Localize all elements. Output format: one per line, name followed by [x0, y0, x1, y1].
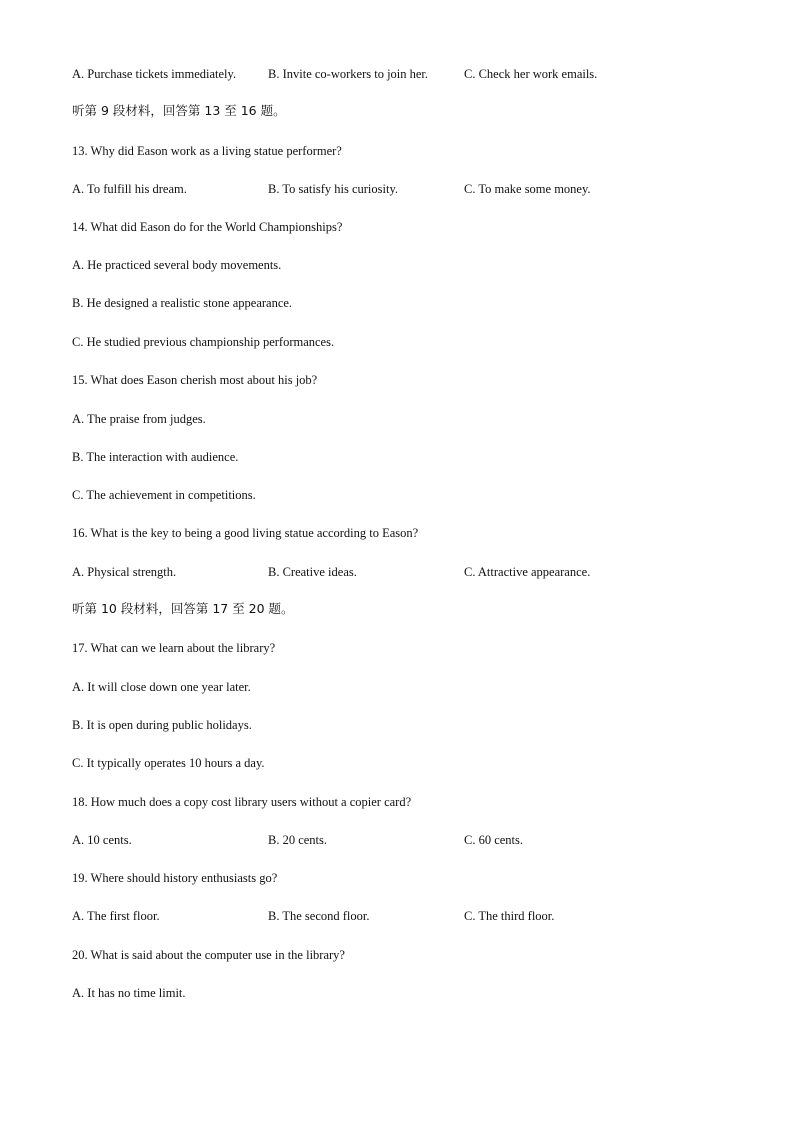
q19-option-a: A. The first floor. [72, 909, 160, 923]
q15-question: 15. What does Eason cherish most about his job? [72, 373, 318, 387]
q18-question: 18. How much does a copy cost library users without a copier card? [72, 795, 412, 809]
q13-question: 13. Why did Eason work as a living statue performer? [72, 144, 342, 158]
q16-options [72, 564, 712, 580]
q13-option-b: B. To satisfy his curiosity. [268, 182, 399, 196]
q17-question: 17. What can we learn about the library? [72, 641, 276, 655]
q18-option-b: B. 20 cents. [268, 833, 328, 847]
q20-option-a: A. It has no time limit. [72, 986, 186, 1000]
q15-option-b: B. The interaction with audience. [72, 450, 239, 464]
q13-option-a: A. To fulfill his dream. [72, 182, 187, 196]
q19-option-b: B. The second floor. [268, 909, 370, 923]
q19-question: 19. Where should history enthusiasts go? [72, 871, 278, 885]
q18-options [72, 832, 712, 848]
q12-options [72, 66, 712, 82]
q13-option-c: C. To make some money. [464, 182, 591, 196]
q14-option-b: B. He designed a realistic stone appearance. [72, 296, 293, 310]
q12-option-a: A. Purchase tickets immediately. [72, 67, 237, 81]
q16-question: 16. What is the key to being a good living statue according to Eason? [72, 526, 419, 540]
q18-option-c: C. 60 cents. [464, 833, 524, 847]
q19-options [72, 908, 712, 924]
q14-question: 14. What did Eason do for the World Championships? [72, 220, 343, 234]
q14-option-a: A. He practiced several body movements. [72, 258, 282, 272]
q17-option-a: A. It will close down one year later. [72, 680, 251, 694]
q17-option-c: C. It typically operates 10 hours a day. [72, 756, 265, 770]
q17-option-b: B. It is open during public holidays. [72, 718, 252, 732]
q14-option-c: C. He studied previous championship performances. [72, 335, 335, 349]
q16-option-b: B. Creative ideas. [268, 565, 357, 579]
q15-option-c: C. The achievement in competitions. [72, 488, 256, 502]
q19-option-c: C. The third floor. [464, 909, 555, 923]
q16-option-a: A. Physical strength. [72, 565, 177, 579]
section-9-heading: 听第 9 段材料，回答第 13 至 16 题。 [72, 103, 286, 118]
q12-option-b: B. Invite co-workers to join her. [268, 67, 429, 81]
q18-option-a: A. 10 cents. [72, 833, 132, 847]
q16-option-c: C. Attractive appearance. [464, 565, 591, 579]
q12-option-c: C. Check her work emails. [464, 67, 598, 81]
q13-options [72, 181, 712, 197]
section-10-heading: 听第 10 段材料，回答第 17 至 20 题。 [72, 601, 294, 616]
q20-question: 20. What is said about the computer use in the library? [72, 948, 345, 962]
q15-option-a: A. The praise from judges. [72, 412, 206, 426]
